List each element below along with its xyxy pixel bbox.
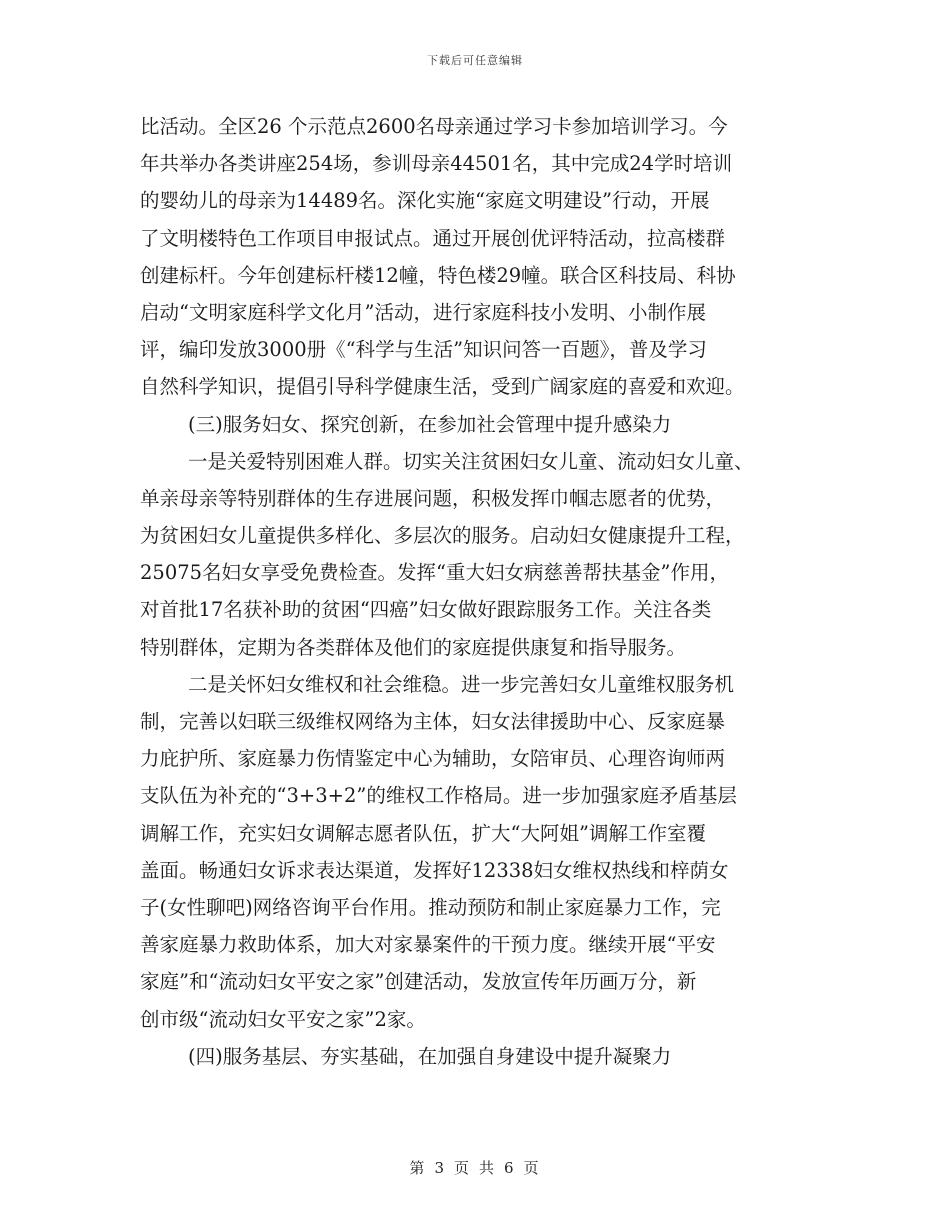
paragraph-start-line: 一是关爱特别困难人群。切实关注贫困妇女儿童、流动妇女儿童、 <box>188 449 754 473</box>
body-line: 自然科学知识，提倡引导科学健康生活，受到广阔家庭的喜爱和欢迎。 <box>140 375 745 399</box>
body-line: 创市级“流动妇女平安之家”2家。 <box>140 1007 426 1031</box>
body-line: 制，完善以妇联三级维权网络为主体，妇女法律援助中心、反家庭暴 <box>140 710 726 733</box>
body-line: 子(女性聊吧)网络咨询平台作用。推动预防和制止家庭暴力工作，完 <box>140 895 721 919</box>
body-line: 25075名妇女享受免费检查。发挥“重大妇女病慈善帮扶基金”作用， <box>140 561 729 585</box>
body-line: 家庭”和“流动妇女平安之家”创建活动，发放宣传年历画万分，新 <box>140 970 697 994</box>
page-number: 3 <box>434 1159 446 1177</box>
document-body <box>140 108 812 1075</box>
body-line: 为贫困妇女儿童提供多样化、多层次的服务。启动妇女健康提升工程， <box>140 524 745 548</box>
body-line: 比活动。全区26 个示范点2600名母亲通过学习卡参加培训学习。今 <box>140 115 728 138</box>
body-line: 评，编印发放3000册《“科学与生活”知识问答一百题》，普及学习 <box>140 338 707 362</box>
body-line: 支队伍为补充的“3+3+2”的维权工作格局。进一步加强家庭矛盾基层 <box>140 784 737 808</box>
page-header: 下载后可任意编辑 <box>427 54 523 67</box>
body-line: 年共举办各类讲座254场，参训母亲44501名，其中完成24学时培训 <box>140 152 733 176</box>
body-line: 的婴幼儿的母亲为14489名。深化实施“家庭文明建设”行动，开展 <box>140 189 710 213</box>
body-line: 特别群体，定期为各类群体及他们的家庭提供康复和指导服务。 <box>140 635 687 659</box>
body-line: 善家庭暴力救助体系，加大对家暴案件的干预力度。继续开展“平安 <box>140 933 716 957</box>
paragraph-start-line: 二是关怀妇女维权和社会维稳。进一步完善妇女儿童维权服务机 <box>188 672 735 696</box>
body-line: 启动“文明家庭科学文化月”活动，进行家庭科技小发明、小制作展 <box>140 300 706 324</box>
section-heading: (三)服务妇女、探究创新，在参加社会管理中提升感染力 <box>188 412 672 436</box>
total-suffix: 页 <box>523 1159 541 1177</box>
page-footer <box>0 1157 950 1178</box>
body-line: 创建标杆。今年创建标杆楼12幢，特色楼29幢。联合区科技局、科协 <box>140 263 736 287</box>
page-suffix: 页 <box>453 1159 471 1177</box>
body-line: 单亲母亲等特别群体的生存进展问题，积极发挥巾帼志愿者的优势， <box>140 486 726 510</box>
total-label: 共 <box>479 1159 497 1177</box>
body-line: 调解工作，充实妇女调解志愿者队伍，扩大“大阿姐”调解工作室覆 <box>140 821 706 845</box>
page-label: 第 <box>409 1159 427 1177</box>
body-line: 力庇护所、家庭暴力伤情鉴定中心为辅助，女陪审员、心理咨询师两 <box>140 747 726 771</box>
total-pages: 6 <box>504 1159 516 1177</box>
section-heading: (四)服务基层、夯实基础，在加强自身建设中提升凝聚力 <box>188 1044 672 1068</box>
body-line: 对首批17名获补助的贫困“四癌”妇女做好跟踪服务工作。关注各类 <box>140 598 712 622</box>
body-line: 了文明楼特色工作项目申报试点。通过开展创优评特活动，拉高楼群 <box>140 226 726 250</box>
body-line: 盖面。畅通妇女诉求表达渠道，发挥好12338妇女维权热线和梓荫女 <box>140 858 729 882</box>
